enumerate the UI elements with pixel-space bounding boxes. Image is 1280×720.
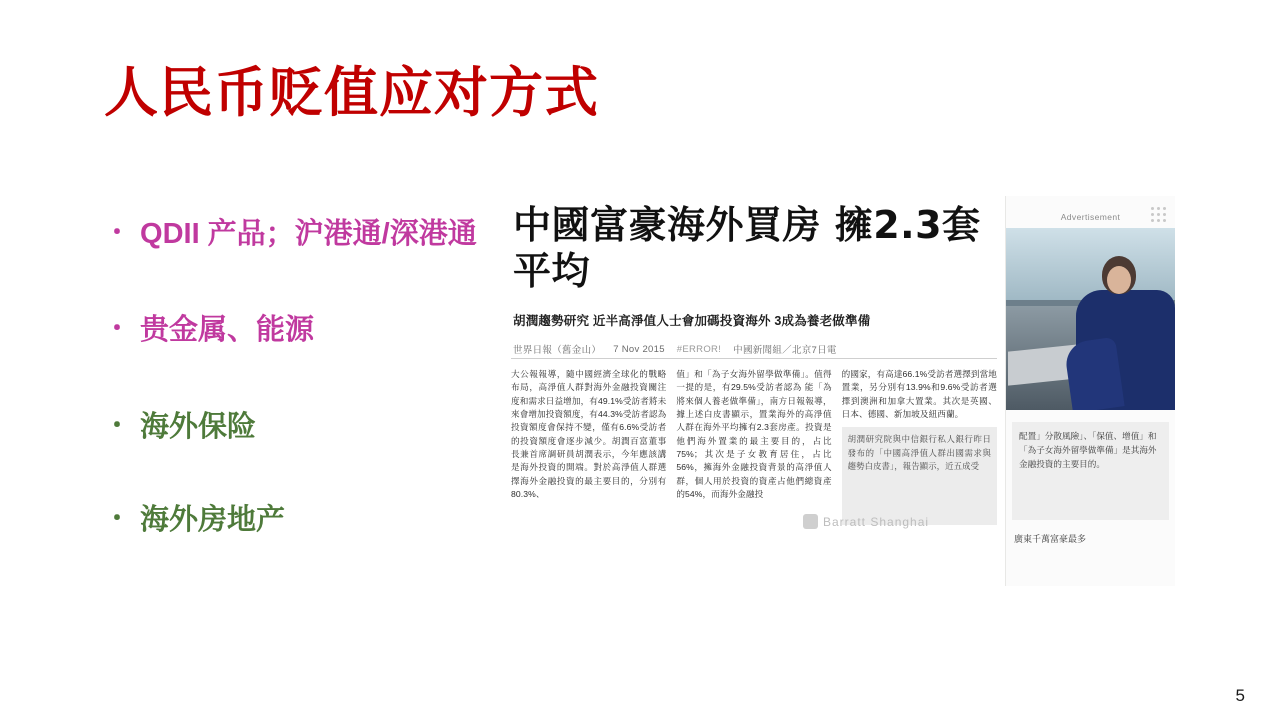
list-item [104, 408, 484, 446]
bullet-marker: ・ [104, 502, 131, 533]
list-item [104, 215, 484, 253]
article-inset-box: 胡潤研究院與中信銀行私人銀行昨日發布的「中國高淨值人群出國需求與趨勢白皮書」，報告顯示，近五成受 [842, 427, 997, 525]
article-column: 的國家，有高達66.1%受訪者選擇到當地置業，另分別有13.9%和9.6%受訪者選擇到澳洲和加拿大置業。其次是英國、日本、德國、新加坡及紐西蘭。 [841, 369, 997, 419]
article-column: 值」和「為子女海外留學做準備」。值得一提的是，有29.5%受訪者認為 能「為將來個人養老做準備」，南方日報報導，據上述白皮書顯示，置業海外的高淨值人群在海外平均擁有2.3套房產。投資是他們海外置業的最主要目的，占比75%；其次是子女教育居住，占比56%，擁海外金融投資背景的高淨值人群，個人用於投資的資產占他們總資產的54%，而海外金融投 [676, 369, 832, 499]
page-title: 人民币贬值应对方式 [104, 63, 599, 123]
article-columns [511, 368, 997, 580]
bullet-list [104, 215, 484, 579]
article-subheadline: 胡潤趨勢研究 近半高淨值人士會加碼投資海外 3成為養老做準備 [513, 314, 871, 328]
advertisement-photo [1006, 228, 1175, 410]
newspaper-article [503, 196, 1006, 586]
newspaper-clipping-image [503, 196, 1175, 586]
bullet-marker: ・ [104, 217, 131, 247]
sidebar-caption: 廣東千萬富豪最多 [1014, 534, 1087, 544]
article-headline: 中國富豪海外買房 擁2.3套平均 [513, 203, 981, 294]
page-number: 5 [1235, 686, 1245, 705]
watermark [803, 514, 929, 529]
article-byline [513, 342, 993, 356]
bullet-text: 海外保险 [140, 410, 257, 443]
bullet-text: 海外房地产 [140, 503, 286, 536]
article-column: 大公報報導，隨中國經濟全球化的戰略布局，高淨值人群對海外金融投資關注度和需求日益增加，有49.1%受訪者將未來會增加投資額度，有44.3%受訪者認為投資額度會保持不變，僅有6.6%受訪者的投資額度會逐步減少。胡潤百富董事長兼首席調研員胡潤表示，今年應該講是海外投資的開端。對於高淨值人群選擇海外金融投資的最主要目的，分別有80.3%、 [511, 369, 667, 499]
bullet-text: QDII 产品；沪港通/深港通 [140, 218, 477, 250]
wechat-icon [803, 514, 818, 529]
byline-source: 世界日報（舊金山） [513, 345, 602, 356]
divider [511, 358, 997, 359]
byline-credit: 中國新聞組／北京7日電 [733, 345, 837, 356]
watermark-text: Barratt Shanghai [823, 514, 930, 529]
list-item [104, 501, 484, 539]
byline-error: #ERROR! [676, 343, 722, 355]
byline-date: 7 Nov 2015 [613, 343, 665, 355]
bullet-marker: ・ [104, 313, 131, 344]
bullet-marker: ・ [104, 409, 131, 440]
bullet-text: 贵金属、能源 [140, 314, 315, 347]
newspaper-sidebar [1006, 196, 1175, 586]
article-column-with-inset [842, 368, 997, 580]
sidebar-text-box: 配置」分散風險」、「保值、增值」和「為子女海外留學做準備」是其海外金融投資的主要目的。 [1012, 422, 1169, 520]
advertisement-label: Advertisement [1060, 212, 1121, 222]
list-item [104, 311, 484, 349]
